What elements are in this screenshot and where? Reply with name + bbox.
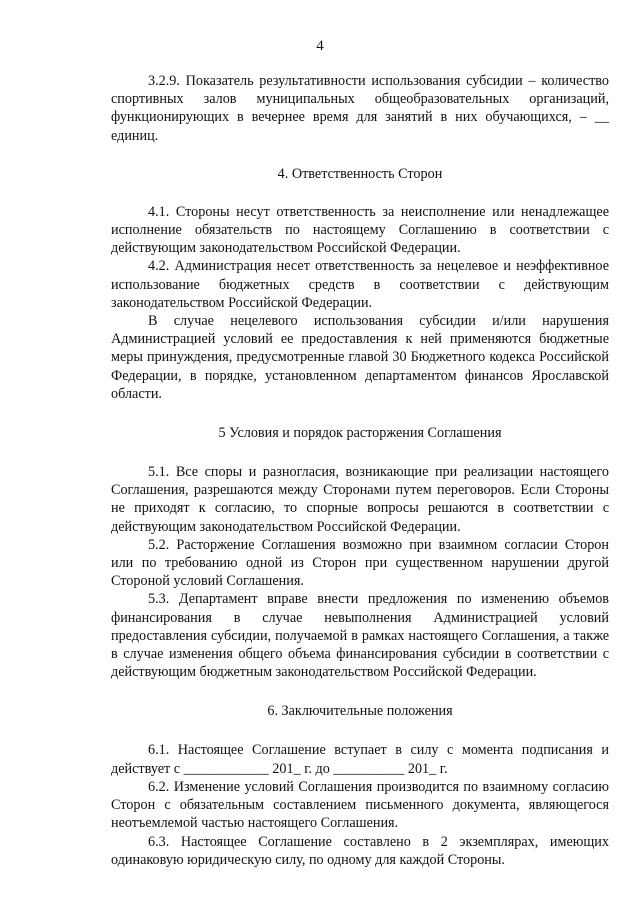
clause-4-3: В случае нецелевого использования субсидии и/или нарушения Администрацией условий ее предоставления к ней применяются бюджетные меры принуждения, предусмотренные главой 30 Бюджетного кодекса Российской Федерации, в порядке, установленном департаментом финансов Ярославской области. <box>111 313 609 402</box>
clause-6-3: 6.3. Настоящее Соглашение составлено в 2 экземплярах, имеющих одинаковую юридическую силу, по одному для каждой Стороны. <box>111 833 609 868</box>
clause-3-2-9: 3.2.9. Показатель результативности использования субсидии – количество спортивных залов муниципальных общеобразовательных организаций, функционирующих в вечернее время для занятий в них обучающихся, – __ единиц. <box>111 73 609 144</box>
section-6-heading: 6. Заключительные положения <box>267 703 453 720</box>
section-4-heading: 4. Ответственность Сторон <box>277 165 443 182</box>
section-5-heading: 5 Условия и порядок расторжения Соглашения <box>218 425 502 442</box>
document-body <box>111 72 609 869</box>
clause-5-3: 5.3. Департамент вправе внести предложения по изменению объемов финансирования в случае невыполнения Администрацией условий предоставления субсидии, получаемой в рамках настоящего Соглашения, а также в случае изменения общего объема финансирования субсидии в соответствии с действующим бюджетным законодательством Российской Федерации. <box>111 591 609 681</box>
clause-4-2: 4.2. Администрация несет ответственность за нецелевое и неэффективное использование бюджетных средств в соответствии с действующим законодательством Российской Федерации. <box>111 258 609 311</box>
clause-6-2: 6.2. Изменение условий Соглашения производится по взаимному согласию Сторон с обязательным составлением письменного документа, являющегося неотъемлемой частью настоящего Соглашения. <box>111 778 609 832</box>
clause-5-2: 5.2. Расторжение Соглашения возможно при взаимном согласии Сторон или по требованию одной из Сторон при существенном нарушении другой Стороной условий Соглашения. <box>111 536 609 590</box>
page-number: 4 <box>316 38 324 54</box>
clause-6-1: 6.1. Настоящее Соглашение вступает в силу с момента подписания и действует с ____________ 201_ г. до __________ 201_ г. <box>111 742 609 777</box>
clause-5-1: 5.1. Все споры и разногласия, возникающие при реализации настоящего Соглашения, разрешаются между Сторонами путем переговоров. Если Стороны не приходят к согласию, то спорные вопросы решаются в соответствии с действующим законодательством Российской Федерации. <box>111 464 609 535</box>
clause-4-1: 4.1. Стороны несут ответственность за неисполнение или ненадлежащее исполнение обязательств по настоящему Соглашению в соответствии с действующим законодательством Российской Федерации. <box>111 203 609 257</box>
